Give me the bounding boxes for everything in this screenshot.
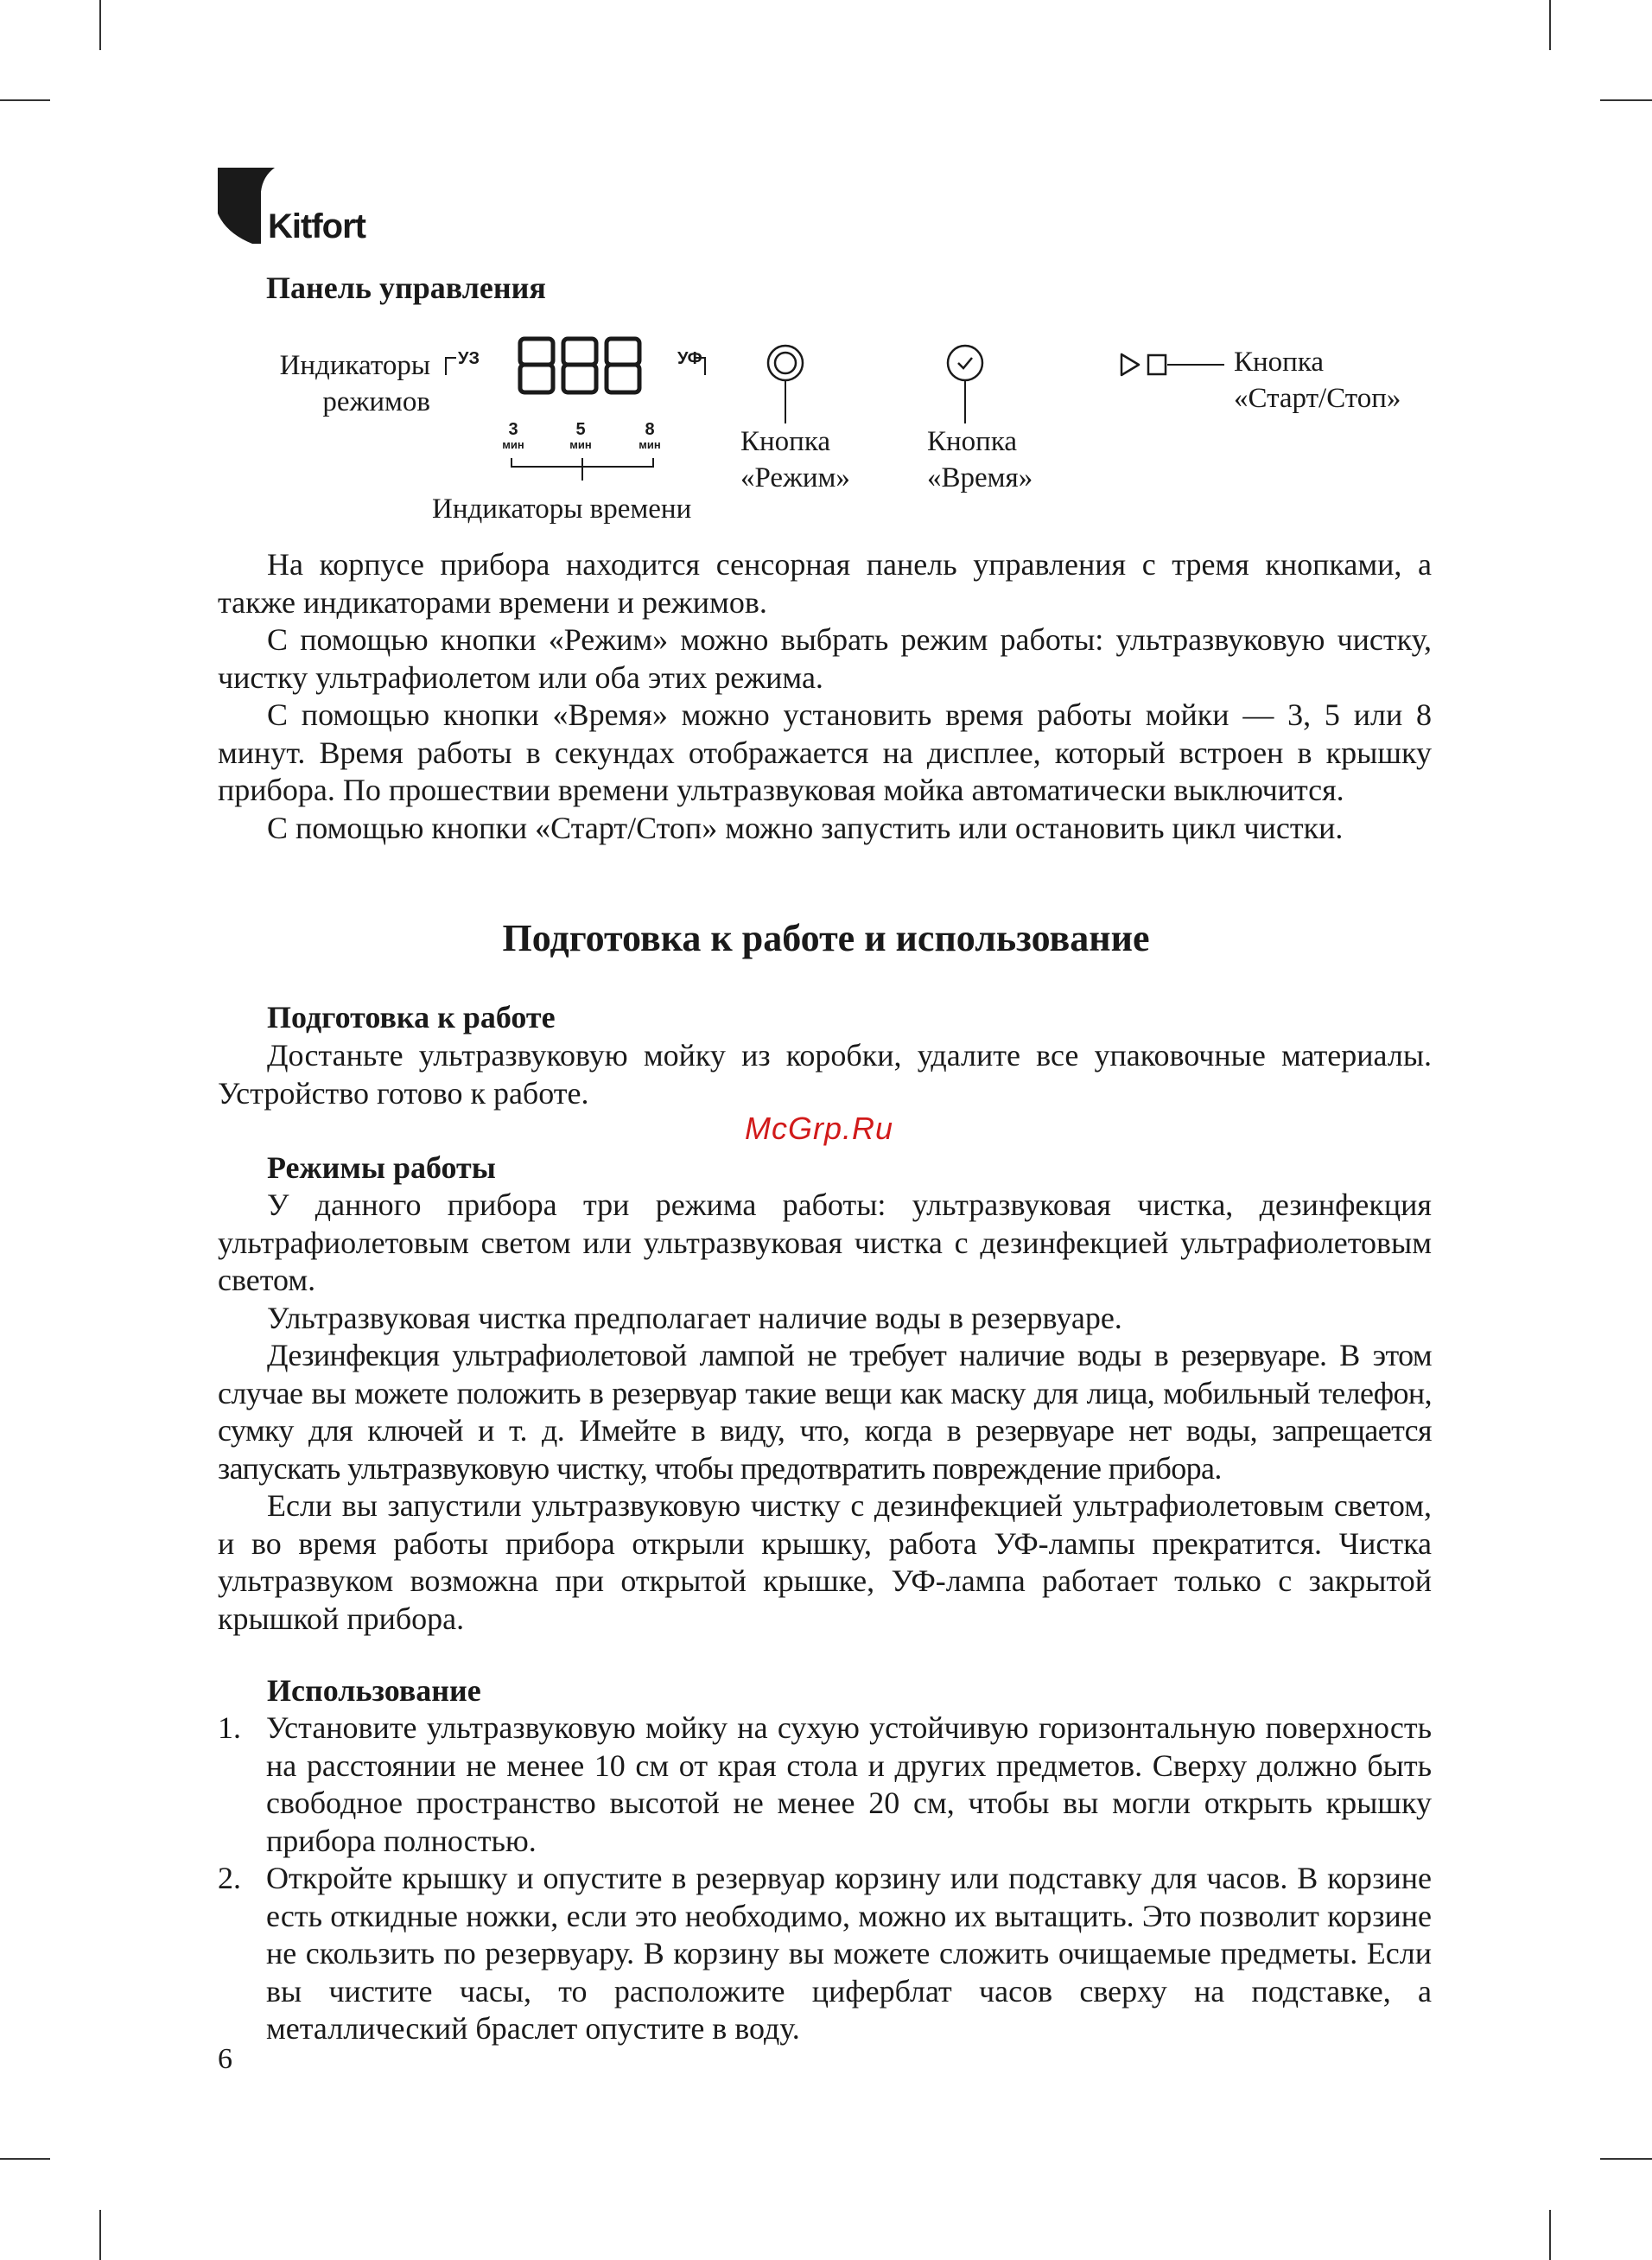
time-mark-5: 5 мин: [569, 420, 592, 451]
list-number: 1.: [218, 1710, 241, 1745]
list-text: Откройте крышку и опустите в резервуар корзину или подставку для часов. В корзине есть откидные ножки, если это необходимо, можно их вытащить. Это позволит корзине не скользить по резервуару. В корзину вы можете сложить очищаемые предметы. Если вы чистите часы, то расположите циферблат часов сверху на подставке, а металлический браслет опустите в воду.: [266, 1861, 1432, 2046]
prep-text-block: [218, 1037, 1432, 1112]
crop-mark: [99, 2210, 101, 2260]
time-indicators-label: Индикаторы времени: [432, 493, 692, 525]
paragraph: Ультразвуковая чистка предполагает наличие воды в резервуаре.: [267, 1300, 1122, 1335]
panel-description: [218, 546, 1432, 847]
crop-mark: [1600, 2158, 1652, 2160]
usage-heading: Использование: [267, 1673, 481, 1708]
crop-mark: [99, 0, 101, 50]
play-stop-icon: [1119, 349, 1231, 384]
usage-list: [218, 1709, 1432, 2048]
list-item: [218, 1709, 1432, 1860]
paragraph: На корпусе прибора находится сенсорная панель управления с тремя кнопками, а также индикаторами времени и режимов.: [218, 547, 1432, 620]
clock-icon: [944, 344, 988, 430]
paragraph: С помощью кнопки «Старт/Стоп» можно запустить или остановить цикл чистки.: [267, 810, 1344, 845]
page-number: 6: [218, 2043, 232, 2075]
crop-mark: [0, 2158, 50, 2160]
paragraph: С помощью кнопки «Режим» можно выбрать режим работы: ультразвуковую чистку, чистку ультрафиолетом или оба этих режима.: [218, 622, 1432, 695]
paragraph: Дезинфекция ультрафиолетовой лампой не требует наличие воды в резервуаре. В этом случае вы можете положить в резервуар такие вещи как маску для лица, мобильный телефон, сумку для ключей и т. д. Имейте в виду, что, когда в резервуаре нет воды, запрещается запускать ультразвуковую чистку, чтобы предотвратить повреждение прибора.: [218, 1338, 1432, 1486]
crop-mark: [1600, 99, 1652, 101]
modes-text-block: [218, 1187, 1432, 1638]
time-mark-8: 8 мин: [639, 420, 661, 451]
crop-mark: [0, 99, 50, 101]
list-item: [218, 1860, 1432, 2048]
crop-mark: [1549, 2210, 1551, 2260]
list-number: 2.: [218, 1861, 241, 1895]
time-button-label: Кнопка «Время»: [927, 426, 1033, 493]
start-stop-button-label: Кнопка «Старт/Стоп»: [1234, 347, 1401, 414]
mode-uv-label: УФ: [677, 349, 702, 368]
list-text: Установите ультразвуковую мойку на сухую устойчивую горизонтальную поверхность на расстоянии не менее 10 см от края стола и других предметов. Сверху должно быть свободное пространство высотой не менее 20 см, чтобы вы могли открыть крышку прибора полностью.: [266, 1710, 1432, 1858]
mode-button-icon: [765, 342, 808, 429]
modes-heading: Режимы работы: [267, 1150, 496, 1185]
crop-mark: [1549, 0, 1551, 50]
time-mark-3: 3 мин: [502, 420, 524, 451]
paragraph: Достаньте ультразвуковую мойку из коробки, удалите все упаковочные материалы. Устройство готово к работе.: [218, 1038, 1432, 1111]
paragraph: У данного прибора три режима работы: ультразвуковая чистка, дезинфекция ультрафиолетовым светом или ультразвуковая чистка с дезинфекцией ультрафиолетовым светом.: [218, 1187, 1432, 1297]
mode-us-label: УЗ: [458, 349, 480, 368]
kitfort-logo: [218, 166, 382, 252]
section-heading: Подготовка к работе и использование: [502, 917, 1150, 959]
watermark: McGrp.Ru: [745, 1111, 894, 1146]
paragraph: С помощью кнопки «Время» можно установить время работы мойки — 3, 5 или 8 минут. Время работы в секундах отображается на дисплее, который встроен в крышку прибора. По прошествии времени ультразвуковая мойка автоматически выключится.: [218, 697, 1432, 807]
paragraph: Если вы запустили ультразвуковую чистку с дезинфекцией ультрафиолетовым светом, и во время работы прибора открыли крышку, работа УФ-лампы прекратится. Чистка ультразвуком возможна при открытой крышке, УФ-лампа работает только с закрытой крышкой прибора.: [218, 1488, 1432, 1636]
mode-indicators-label: Индикаторы режимов: [279, 350, 430, 417]
panel-heading: Панель управления: [266, 271, 546, 305]
mode-button-label: Кнопка «Режим»: [740, 426, 850, 493]
prep-heading: Подготовка к работе: [267, 1000, 556, 1035]
logo-text: Kitfort: [268, 207, 365, 245]
